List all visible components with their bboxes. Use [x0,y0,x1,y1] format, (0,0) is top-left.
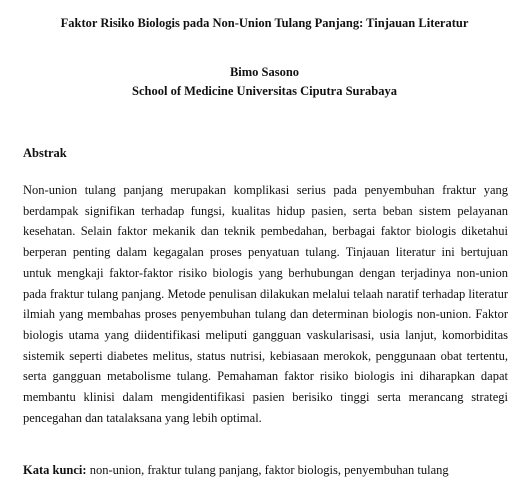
keywords-label: Kata kunci: [23,463,87,477]
abstract-heading: Abstrak [23,146,67,160]
author-affiliation: School of Medicine Universitas Ciputra Surabaya [132,84,397,98]
paper-title: Faktor Risiko Biologis pada Non-Union Tulang Panjang: Tinjauan Literatur [60,16,469,30]
author-name: Bimo Sasono [229,65,300,79]
keywords-text: non-union, fraktur tulang panjang, faktor biologis, penyembuhan tulang [86,463,449,477]
abstract-text: Non-union tulang panjang merupakan komplikasi serius pada penyembuhan fraktur yang berdampak signifikan terhadap fungsi, kualitas hidup pasien, serta beban sistem pelayanan kesehatan. Selain faktor mekanik dan teknik pembedahan, berbagai faktor biologis diketahui berperan penting dalam kegagalan proses penyatuan tulang. Tinjauan literatur ini bertujuan untuk mengkaji faktor-faktor risiko biologis yang berhubungan dengan terjadinya non-union pada fraktur tulang panjang. Metode penulisan dilakukan melalui telaah naratif terhadap literatur ilmiah yang membahas proses penyembuhan tulang dan determinan biologis non-union. Faktor biologis utama yang diidentifikasi meliputi gangguan vaskularisasi, usia lanjut, komorbiditas sistemik seperti diabetes melitus, status nutrisi, kebiasaan merokok, penggunaan obat tertentu, serta gangguan metabolisme tulang. Pemahaman faktor risiko biologis ini diharapkan dapat membantu klinisi dalam mengidentifikasi pasien berisiko tinggi serta merancang strategi pencegahan dan tatalaksana yang lebih optimal. [23,183,508,425]
keywords [23,462,513,478]
